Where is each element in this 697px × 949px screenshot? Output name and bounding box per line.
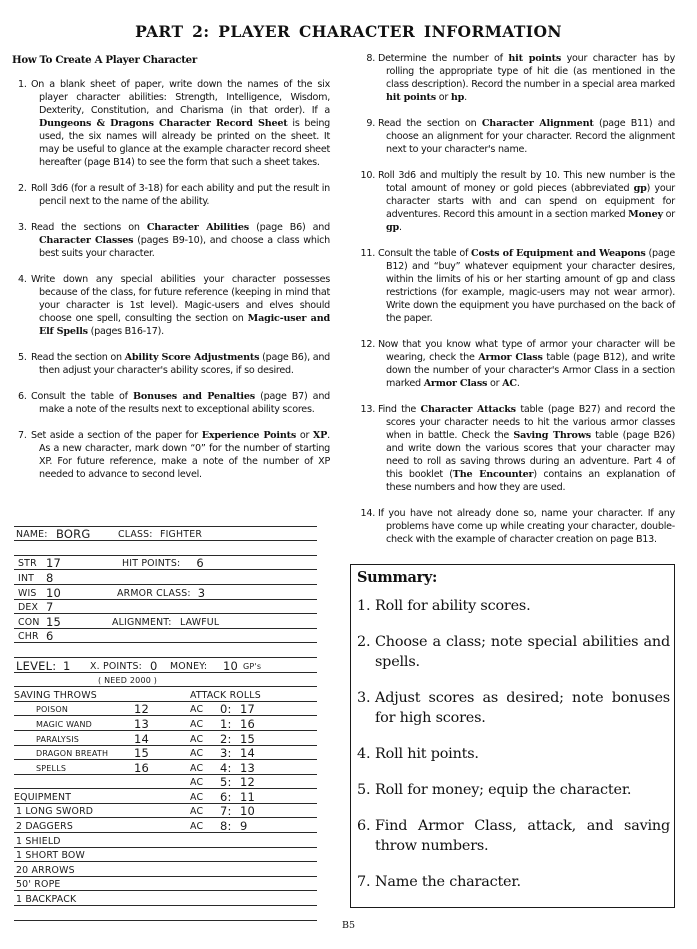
- attack-ac-label: AC: [190, 762, 204, 774]
- sheet-table-row: [14, 731, 317, 746]
- bold-term: AC: [502, 378, 517, 389]
- step-text: [31, 221, 330, 260]
- ability-row: [14, 585, 317, 600]
- ability-row: [14, 629, 317, 644]
- equipment-item: 1 BACKPACK: [16, 894, 77, 906]
- saving-throw-value: 15: [134, 746, 150, 761]
- list-item: [12, 351, 330, 377]
- summary-text: Roll for money; equip the character.: [375, 782, 632, 798]
- sheet-rule-spacer: [14, 541, 317, 556]
- sheet-rule-spacer: [14, 643, 317, 658]
- text-run: .: [399, 222, 402, 233]
- attack-ac-number: 4:: [220, 760, 232, 775]
- attack-roll-value: 11: [240, 789, 256, 804]
- steps-list-right: [355, 52, 675, 546]
- saving-throw-value: 14: [134, 731, 150, 746]
- page-title: PART 2: PLAYER CHARACTER INFORMATION: [135, 22, 562, 41]
- text-run: Read the section on: [31, 352, 125, 363]
- summary-list: [357, 596, 670, 892]
- level-label: LEVEL:: [16, 658, 57, 673]
- bold-term: Money: [628, 209, 663, 220]
- summary-item: [357, 596, 670, 616]
- attack-ac-number: 7:: [220, 804, 232, 819]
- list-item: [355, 52, 675, 104]
- attack-ac-label: AC: [190, 806, 204, 818]
- sheet-table-row: [14, 862, 317, 877]
- section-heading: How To Create A Player Character: [12, 54, 197, 66]
- sheet-table-row: [14, 906, 317, 921]
- summary-text: Roll hit points.: [375, 746, 479, 762]
- attack-roll-value: 16: [240, 716, 256, 731]
- list-item: [355, 338, 675, 390]
- attack-ac-number: 5:: [220, 775, 232, 790]
- saving-throw-name: SPELLS: [36, 763, 67, 773]
- sheet-row-level: [14, 658, 317, 673]
- list-item: [355, 403, 675, 494]
- attack-roll-value: 17: [240, 702, 256, 717]
- xp-label: X. POINTS:: [90, 660, 143, 672]
- stat-label: ARMOR CLASS:: [117, 587, 191, 599]
- step-text: [31, 182, 330, 208]
- equipment-item: 50' ROPE: [16, 879, 61, 891]
- sheet-table-row: [14, 760, 317, 775]
- list-item: [12, 390, 330, 416]
- sheet-table-row: [14, 789, 317, 804]
- sheet-table-row: [14, 716, 317, 731]
- ability-score: 15: [46, 614, 62, 629]
- ability-row: [14, 600, 317, 615]
- text-run: (page B6), and then adjust your character's ability scores, if so desired.: [39, 352, 330, 376]
- summary-item: [357, 780, 670, 800]
- bold-term: Character Abilities: [146, 222, 249, 233]
- bold-term: Character Alignment: [481, 118, 594, 129]
- ability-label: CHR: [18, 631, 39, 643]
- summary-number: 3.: [357, 690, 371, 706]
- equipment-item: 1 SHORT BOW: [16, 850, 85, 862]
- summary-text: Adjust scores as desired; note bonuses for high scores.: [375, 690, 670, 726]
- sheet-table-row: [14, 804, 317, 819]
- saving-throw-name: DRAGON BREATH: [36, 749, 109, 759]
- saving-throw-value: 16: [134, 760, 150, 775]
- ability-label: STR: [18, 558, 37, 570]
- bold-term: The Encounter: [452, 469, 534, 480]
- text-run: your character has by rolling the appropriate type of hit die (as mentioned in the class description). Record the number in a special area marked: [386, 53, 675, 90]
- bold-term: Armor Class: [478, 352, 543, 363]
- text-run: (pages B16-17).: [87, 326, 164, 337]
- text-run: .: [464, 92, 467, 103]
- bold-term: gp: [633, 183, 647, 194]
- text-run: Consult the table of: [378, 248, 472, 259]
- sheet-table-row: [14, 833, 317, 848]
- summary-item: [357, 632, 670, 672]
- text-run: Now that you know what type of armor your character will be wearing, check the: [378, 339, 675, 363]
- step-text: [378, 247, 675, 325]
- summary-number: 2.: [357, 634, 371, 650]
- bold-term: Armor Class: [423, 378, 488, 389]
- class-value: FIGHTER: [160, 529, 203, 541]
- attack-ac-number: 2:: [220, 731, 232, 746]
- sheet-table-row: [14, 775, 317, 790]
- equipment-item: 1 SHIELD: [16, 835, 61, 847]
- ability-row: [14, 614, 317, 629]
- ability-label: INT: [18, 572, 35, 584]
- attack-ac-label: AC: [190, 748, 204, 760]
- text-run: On a blank sheet of paper, write down the names of the six player character abilities: Strength, Intelligence, Wisdom, Dexterity, Constitution, and Charisma (in that order). If a: [31, 79, 330, 116]
- step-text: [378, 169, 675, 234]
- sheet-row-xp-need: [14, 673, 317, 688]
- left-column: [12, 54, 330, 494]
- summary-text: Choose a class; note special abilities and spells.: [375, 634, 670, 670]
- attack-ac-label: AC: [190, 821, 204, 833]
- summary-number: 6.: [357, 818, 371, 834]
- summary-number: 5.: [357, 782, 371, 798]
- step-text: [378, 507, 675, 546]
- attack-ac-label: AC: [190, 777, 204, 789]
- bold-term: Costs of Equipment and Weapons: [471, 248, 646, 259]
- step-text: [378, 117, 675, 156]
- bold-term: Bonuses and Penalties: [132, 391, 255, 402]
- attack-roll-value: 13: [240, 760, 256, 775]
- bold-term: hit points: [508, 53, 562, 64]
- text-run: or: [296, 430, 313, 441]
- text-run: ) your character starts with and can spend on equipment for adventures. Record this amount in a section marked: [386, 183, 675, 220]
- summary-text: Name the character.: [375, 874, 521, 890]
- step-number: 14.: [360, 508, 375, 519]
- name-value: BORG: [56, 527, 91, 542]
- step-text: [31, 429, 330, 481]
- step-text: [31, 273, 330, 338]
- money-unit: GP's: [243, 661, 262, 671]
- save-attack-rows: [14, 702, 317, 921]
- saving-throw-value: 13: [134, 716, 150, 731]
- attack-roll-value: 10: [240, 804, 256, 819]
- ability-score: 10: [46, 585, 62, 600]
- text-run: Consult the table of: [31, 391, 133, 402]
- step-number: 10.: [360, 170, 375, 181]
- text-run: Write down any special abilities your character possesses because of the class, for future reference (keeping in mind that your character is 1st level). Magic-users and elves should choose one spell, consulting the section on: [31, 274, 330, 324]
- class-label: CLASS:: [118, 529, 153, 541]
- step-number: 13.: [360, 404, 375, 415]
- attack-rolls-header: ATTACK ROLLS: [190, 689, 261, 701]
- list-item: [355, 169, 675, 234]
- text-run: Read the sections on: [31, 222, 147, 233]
- step-number: 6.: [18, 391, 27, 402]
- attack-roll-value: 15: [240, 731, 256, 746]
- step-number: 12.: [360, 339, 375, 350]
- equipment-item: 2 DAGGERS: [16, 821, 73, 833]
- step-number: 1.: [18, 79, 27, 90]
- ability-rows: [14, 556, 317, 644]
- saving-throws-header: SAVING THROWS: [14, 689, 97, 701]
- list-item: [12, 78, 330, 169]
- sheet-rule-top: [14, 512, 317, 527]
- attack-ac-number: 6:: [220, 789, 232, 804]
- text-run: (page B12) and “buy” whatever equipment your character desires, within the limits of his or her starting amount of gp and class restrictions (for example, magic-users may not wear armor). Write down the equipment you have purchased on the back of the paper.: [386, 248, 675, 324]
- list-item: [355, 247, 675, 325]
- bold-term: Saving Throws: [513, 430, 591, 441]
- ability-label: WIS: [18, 587, 37, 599]
- summary-title: Summary:: [357, 569, 438, 586]
- sheet-row-headers: [14, 687, 317, 702]
- text-run: .: [516, 378, 520, 389]
- example-character-sheet: [14, 512, 317, 921]
- summary-item: [357, 872, 670, 892]
- attack-ac-number: 8:: [220, 819, 232, 834]
- ability-label: DEX: [18, 602, 39, 614]
- list-item: [12, 273, 330, 338]
- attack-ac-label: AC: [190, 718, 204, 730]
- ability-score: 7: [46, 600, 54, 615]
- ability-label: CON: [18, 616, 40, 628]
- text-run: or: [662, 209, 675, 220]
- bold-term: Ability Score Adjustments: [124, 352, 260, 363]
- stat-label: ALIGNMENT:: [112, 616, 172, 628]
- bold-term: Character Classes: [39, 235, 134, 246]
- step-text: [378, 338, 675, 390]
- text-run: Determine the number of: [378, 53, 509, 64]
- ability-score: 8: [46, 570, 54, 585]
- stat-value: 3: [197, 585, 206, 600]
- sheet-table-row: [14, 702, 317, 717]
- sheet-table-row: [14, 891, 317, 906]
- text-run: (page B7) and make a note of the results next to exceptional ability scores.: [39, 391, 330, 415]
- bold-term: Experience Points: [201, 430, 297, 441]
- attack-roll-value: 14: [240, 746, 256, 761]
- summary-item: [357, 744, 670, 764]
- list-item: [12, 221, 330, 260]
- text-run: (page B6) and: [248, 222, 330, 233]
- step-text: [378, 52, 675, 104]
- text-run: (pages B9-10), and choose a class which best suits your character.: [39, 235, 330, 259]
- ability-score: 17: [46, 556, 62, 571]
- text-run: If you have not already done so, name your character. If any problems have come up while creating your character, double-check with the example of character creation on page B13.: [378, 508, 675, 545]
- bold-term: Magic-user and Elf Spells: [39, 313, 330, 337]
- bold-term: hp: [450, 92, 465, 103]
- step-number: 9.: [366, 118, 375, 129]
- text-run: Read the section on: [378, 118, 482, 129]
- text-run: Set aside a section of the paper for: [31, 430, 202, 441]
- summary-text: Find Armor Class, attack, and saving throw numbers.: [375, 818, 670, 854]
- steps-list-left: [12, 78, 330, 481]
- step-number: 5.: [18, 352, 27, 363]
- bold-term: gp: [386, 222, 400, 233]
- equipment-item: 20 ARROWS: [16, 864, 75, 876]
- ability-row: [14, 570, 317, 585]
- stat-label: HIT POINTS:: [122, 558, 181, 570]
- saving-throw-name: MAGIC WAND: [36, 719, 93, 729]
- list-item: [355, 507, 675, 546]
- name-label: NAME:: [16, 529, 48, 541]
- attack-ac-number: 1:: [220, 716, 232, 731]
- bold-term: hit points: [386, 92, 436, 103]
- summary-number: 7.: [357, 874, 371, 890]
- saving-throw-name: PARALYSIS: [36, 734, 80, 744]
- attack-ac-number: 3:: [220, 746, 232, 761]
- bold-term: XP: [312, 430, 328, 441]
- step-text: [31, 390, 330, 416]
- text-run: Roll 3d6 (for a result of 3-18) for each ability and put the result in pencil next to the name of the ability.: [31, 183, 330, 207]
- step-number: 4.: [18, 274, 27, 285]
- summary-number: 1.: [357, 598, 371, 614]
- text-run: table (page B26) and write down the various scores that your character may need to roll as saving throws during an adventure. Part 4 of this booklet (: [386, 430, 675, 480]
- step-text: [31, 78, 330, 169]
- list-item: [355, 117, 675, 156]
- money-label: MONEY:: [170, 660, 208, 672]
- stat-value: 6: [196, 556, 204, 571]
- attack-roll-value: 9: [240, 819, 248, 834]
- text-run: or: [435, 92, 451, 103]
- list-item: [12, 182, 330, 208]
- xp-need-note: ( NEED 2000 ): [98, 676, 158, 686]
- text-run: table (page B27) and record the scores your character needs to hit the various armor classes when in battle. Check the: [386, 404, 675, 441]
- saving-throw-name: POISON: [36, 705, 69, 715]
- ability-row: [14, 556, 317, 571]
- text-run: Roll 3d6 and multiply the result by 10. This new number is the total amount of money or gold pieces (abbreviated: [378, 170, 675, 194]
- text-run: or: [487, 378, 503, 389]
- equipment-item: 1 LONG SWORD: [16, 806, 94, 818]
- sheet-table-row: [14, 877, 317, 892]
- equipment-header: EQUIPMENT: [14, 791, 72, 803]
- list-item: [12, 429, 330, 481]
- step-text: [378, 403, 675, 494]
- summary-item: [357, 816, 670, 856]
- step-number: 2.: [18, 183, 27, 194]
- summary-number: 4.: [357, 746, 371, 762]
- step-text: [31, 351, 330, 377]
- text-run: table (page B12), and write down the number of your character's Armor Class in a section marked: [386, 352, 675, 389]
- ability-score: 6: [46, 629, 54, 644]
- attack-ac-label: AC: [190, 733, 204, 745]
- step-number: 3.: [18, 222, 27, 233]
- text-run: . As a new character, mark down “0” for the number of starting XP. For future reference, make a note of the number of XP needed to advance to second level.: [39, 430, 330, 480]
- summary-text: Roll for ability scores.: [375, 598, 531, 614]
- sheet-table-row: [14, 848, 317, 863]
- sheet-table-row: [14, 746, 317, 761]
- page-number: B5: [341, 920, 356, 931]
- bold-term: Dungeons & Dragons Character Record Sheet: [39, 118, 288, 129]
- text-run: ) contains an explanation of these numbers and how they are used.: [386, 469, 675, 493]
- step-number: 8.: [366, 53, 375, 64]
- attack-ac-number: 0:: [220, 702, 232, 717]
- stat-value: LAWFUL: [180, 616, 220, 628]
- step-number: 11.: [360, 248, 375, 259]
- summary-box: [350, 564, 675, 908]
- text-run: (page B11) and choose an alignment for your character. Record the alignment next to your character's name.: [386, 118, 676, 155]
- attack-ac-label: AC: [190, 791, 204, 803]
- text-run: is being used, the six names will already be printed on the sheet. It may be useful to glance at the example character record sheet hereafter (page B14) to see the form that such a sheet takes.: [39, 118, 331, 168]
- attack-roll-value: 12: [240, 775, 256, 790]
- bold-term: Character Attacks: [420, 404, 516, 415]
- text-run: Find the: [378, 404, 421, 415]
- level-value: 1: [63, 658, 71, 673]
- sheet-table-row: [14, 818, 317, 833]
- sheet-row-name: [14, 527, 317, 542]
- saving-throw-value: 12: [134, 702, 150, 717]
- summary-item: [357, 688, 670, 728]
- money-value: 10: [223, 658, 239, 673]
- step-number: 7.: [18, 430, 27, 441]
- xp-value: 0: [150, 658, 158, 673]
- attack-ac-label: AC: [190, 704, 204, 716]
- right-column: [355, 52, 675, 559]
